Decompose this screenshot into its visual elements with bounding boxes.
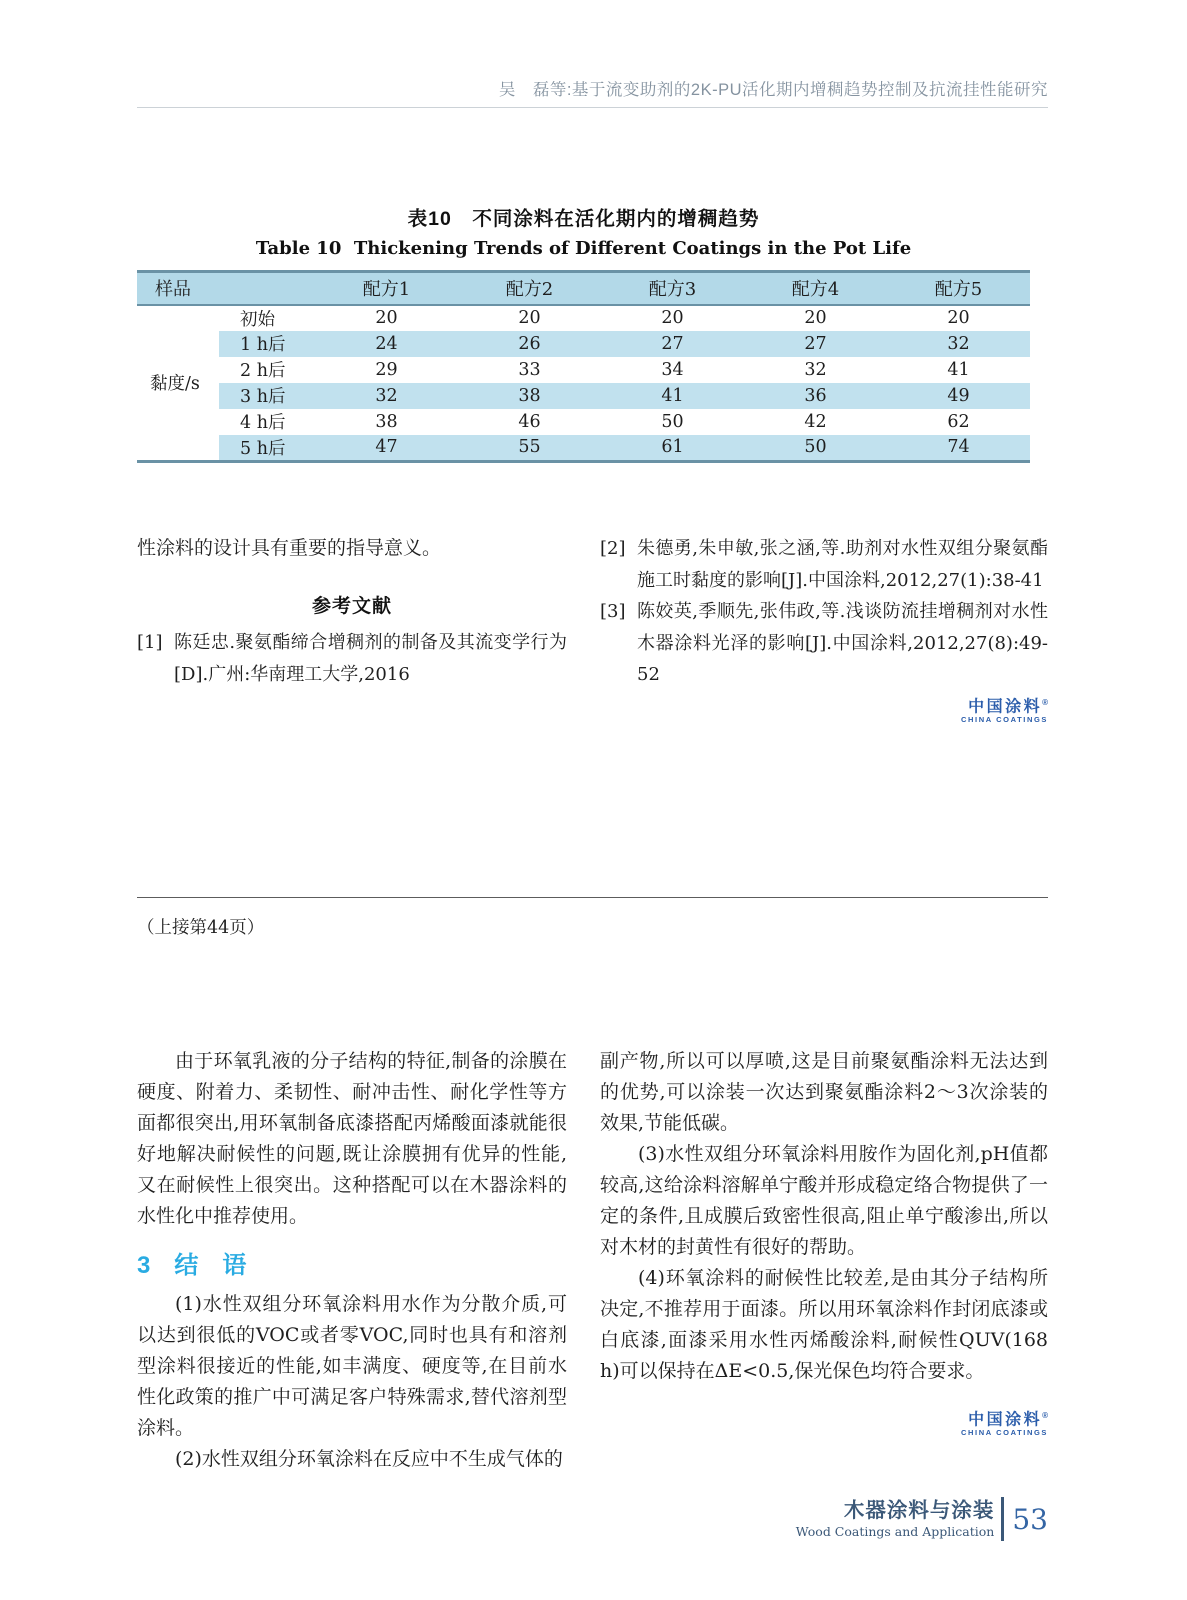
reference-text: 朱德勇,朱申敏,张之涵,等.助剂对水性双组分聚氨酯施工时黏度的影响[J].中国涂料,2012,27(1):38-41	[637, 538, 1048, 591]
references-heading: 参考文献	[311, 596, 392, 617]
cell: 20	[375, 308, 398, 328]
cell: 32	[315, 383, 458, 409]
running-title: 吴 磊等:基于流变助剂的2K-PU活化期内增稠趋势控制及抗流挂性能研究	[498, 81, 1048, 99]
paragraph: (4)环氧涂料的耐候性比较差,是由其分子结构所决定,不推荐用于面漆。所以用环氧涂料作封闭底漆或白底漆,面漆采用水性丙烯酸涂料,耐候性QUV(168 h)可以保持在ΔE<0.5,保光保色均符合要求。	[600, 1267, 1048, 1382]
cell: 50	[661, 411, 684, 432]
cell: 62	[947, 411, 970, 432]
reference-number: [2]	[600, 538, 626, 559]
row-label: 3 h后	[219, 383, 315, 409]
logo-text-zh: 中国涂料®	[968, 697, 1048, 715]
col-header-formula-5: 配方5	[887, 272, 1030, 305]
table-block	[137, 203, 1030, 463]
body-right-column	[600, 1046, 1048, 1475]
continued-from-note: （上接第44页）	[137, 918, 265, 938]
reference-text: 陈廷忠.聚氨酯缔合增稠剂的制备及其流变学行为[D].广州:华南理工大学,2016	[174, 632, 567, 685]
cell: 42	[804, 411, 827, 432]
table-row-1h	[137, 331, 1030, 357]
col-header-formula-3: 配方3	[601, 272, 744, 305]
body-left-column	[137, 1046, 567, 1475]
references-right-column	[600, 533, 1048, 725]
journal-name-zh: 木器涂料与涂装	[843, 1498, 995, 1522]
cell: 50	[744, 435, 887, 462]
cell: 32	[887, 331, 1030, 357]
cell: 27	[744, 331, 887, 357]
paragraph: 副产物,所以可以厚喷,这是目前聚氨酯涂料无法达到的优势,可以涂装一次达到聚氨酯涂料2～3次涂装的效果,节能低碳。	[600, 1050, 1048, 1134]
cell: 26	[458, 331, 601, 357]
reference-number: [3]	[600, 601, 626, 622]
cell: 33	[518, 359, 541, 380]
row-label: 5 h后	[219, 435, 315, 462]
col-header-formula-2: 配方2	[458, 272, 601, 305]
table-row-3h	[137, 383, 1030, 409]
china-coatings-logo	[600, 694, 1048, 725]
table-title-zh: 表10 不同涂料在活化期内的增稠趋势	[407, 208, 760, 230]
trademark-symbol: ®	[1042, 1411, 1048, 1420]
journal-name-en: Wood Coatings and Application	[795, 1523, 995, 1539]
cell: 47	[315, 435, 458, 462]
cell: 41	[947, 359, 970, 380]
conclusion-heading: 3 结 语	[137, 1252, 247, 1279]
paragraph-tail: 性涂料的设计具有重要的指导意义。	[137, 537, 442, 559]
cell: 34	[661, 359, 684, 380]
row-label: 初始	[240, 309, 275, 330]
cell: 46	[518, 411, 541, 432]
reference-text: 陈姣英,季顺先,张伟政,等.浅谈防流挂增稠剂对水性木器涂料光泽的影响[J].中国涂料,2012,27(8):49-52	[637, 601, 1048, 685]
reference-number: [1]	[137, 632, 163, 653]
logo-text-en: CHINA COATINGS	[961, 714, 1048, 724]
running-head	[137, 76, 1048, 108]
reference-item-3	[600, 596, 1048, 691]
paragraph: (3)水性双组分环氧涂料用胺作为固化剂,pH值都较高,这给涂料溶解单宁酸并形成稳定络合物提供了一定的条件,且成膜后致密性很高,阻止单宁酸渗出,所以对木材的封黄性有很好的帮助。	[600, 1143, 1048, 1258]
section-divider-rule	[137, 897, 1048, 898]
table-header-row	[137, 272, 1030, 305]
journal-name	[796, 1499, 995, 1540]
col-header-formula-1: 配方1	[315, 272, 458, 305]
paragraph: (1)水性双组分环氧涂料用水作为分散介质,可以达到很低的VOC或者零VOC,同时也具有和溶剂型涂料很接近的性能,如丰满度、硬度等,在目前水性化政策的推广中可满足客户特殊需求,替代溶剂型涂料。	[137, 1293, 567, 1439]
col-header-formula-4: 配方4	[744, 272, 887, 305]
references-left-column	[137, 533, 567, 725]
china-coatings-logo	[600, 1407, 1048, 1438]
table-title-en: Table 10 Thickening Trends of Different Coatings in the Pot Life	[255, 238, 912, 259]
col-header-sample: 样品	[137, 272, 315, 305]
cell: 74	[887, 435, 1030, 462]
reference-item-1	[137, 627, 567, 690]
cell: 36	[744, 383, 887, 409]
logo-text-zh: 中国涂料®	[968, 1411, 1048, 1429]
table-row-2h	[137, 357, 1030, 383]
cell: 20	[804, 308, 827, 328]
table-row-5h	[137, 435, 1030, 462]
references-section	[137, 533, 1048, 725]
row-label: 4 h后	[240, 413, 286, 433]
cell: 20	[518, 308, 541, 328]
cell: 24	[315, 331, 458, 357]
reference-item-2	[600, 533, 1048, 596]
cell: 55	[458, 435, 601, 462]
body-text-section	[137, 1046, 1048, 1475]
cell: 32	[804, 359, 827, 380]
row-label: 1 h后	[219, 331, 315, 357]
paragraph: 由于环氧乳液的分子结构的特征,制备的涂膜在硬度、附着力、柔韧性、耐冲击性、耐化学性等方面都很突出,用环氧制备底漆搭配丙烯酸面漆就能很好地解决耐候性的问题,既让涂膜拥有优异的性能,又在耐候性上很突出。这种搭配可以在木器涂料的水性化中推荐使用。	[137, 1050, 567, 1227]
table-row-4h	[137, 409, 1030, 435]
row-group-label-viscosity: 黏度/s	[137, 305, 219, 462]
paragraph: (2)水性双组分环氧涂料在反应中不生成气体的	[175, 1448, 563, 1470]
cell: 27	[601, 331, 744, 357]
cell: 61	[601, 435, 744, 462]
trademark-symbol: ®	[1042, 697, 1048, 707]
page-number: 53	[1012, 1502, 1048, 1536]
cell: 41	[601, 383, 744, 409]
cell: 20	[947, 308, 970, 328]
table-row-initial	[137, 305, 1030, 331]
cell: 49	[887, 383, 1030, 409]
page-footer	[796, 1497, 1048, 1541]
cell: 38	[458, 383, 601, 409]
thickening-trends-table	[137, 270, 1030, 463]
logo-text-en: CHINA COATINGS	[961, 1428, 1048, 1438]
cell: 29	[375, 359, 398, 380]
cell: 20	[661, 308, 684, 328]
row-label: 2 h后	[240, 361, 286, 381]
cell: 38	[375, 411, 398, 432]
